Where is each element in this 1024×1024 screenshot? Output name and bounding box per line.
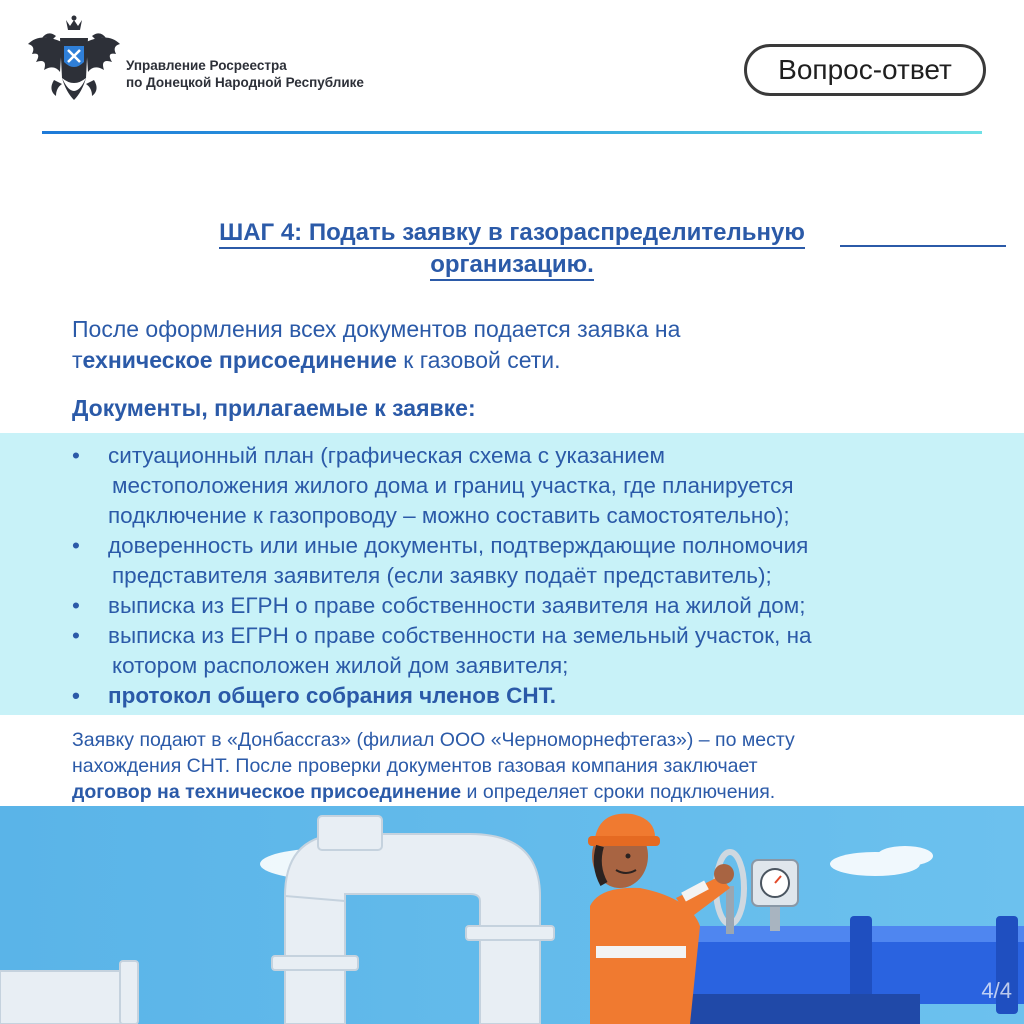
step-title-line1: ШАГ 4: Подать заявку в газораспределительную xyxy=(219,219,805,249)
footer-bold-term: договор на техническое присоединение xyxy=(72,781,462,803)
list-item-continuation xyxy=(72,471,1002,501)
footer-line1: Заявку подают в «Донбассгаз» (филиал ООО «Черноморнефтегаз») – по месту xyxy=(72,729,795,751)
page-number: 4/4 xyxy=(981,978,1012,1003)
documents-list xyxy=(72,441,1002,711)
list-item xyxy=(72,681,1002,711)
list-item-text: доверенность или иные документы, подтверждающие полномочия xyxy=(108,533,809,558)
intro-bold-term: ехническое присоединение xyxy=(82,347,397,373)
bullet-icon: • xyxy=(72,593,80,618)
list-item-text: ситуационный план (графическая схема с указанием xyxy=(108,443,665,468)
organization-name-line2: по Донецкой Народной Республике xyxy=(126,75,364,90)
gas-worker-illustration xyxy=(0,806,1024,1024)
footer-paragraph xyxy=(72,727,972,805)
step-title-line2: организацию. xyxy=(430,251,594,281)
list-item-text: котором расположен жилой дом заявителя; xyxy=(112,653,569,678)
header xyxy=(0,0,1024,140)
bullet-icon: • xyxy=(72,623,80,648)
step-title xyxy=(0,217,1024,281)
list-item xyxy=(72,441,1002,471)
title-underline-tail xyxy=(840,245,1006,247)
intro-letter: т xyxy=(72,347,83,373)
header-divider xyxy=(42,131,982,134)
bullet-icon: • xyxy=(72,443,80,468)
list-item xyxy=(72,591,1002,621)
bullet-icon: • xyxy=(72,683,80,708)
list-item xyxy=(72,531,1002,561)
list-item-text: подключение к газопроводу – можно составить самостоятельно); xyxy=(108,503,790,528)
list-item-text: протокол общего собрания членов СНТ. xyxy=(108,683,557,708)
organization-name xyxy=(126,57,364,91)
footer-line2: нахождения СНТ. После проверки документов газовая компания заключает xyxy=(72,755,758,777)
qa-badge: Вопрос-ответ xyxy=(744,44,986,96)
list-item-text: представителя заявителя (если заявку подаёт представитель); xyxy=(112,563,772,588)
intro-line2-rest: к газовой сети. xyxy=(396,347,561,373)
list-item-text: выписка из ЕГРН о праве собственности заявителя на жилой дом; xyxy=(108,593,806,618)
list-item-text: местоположения жилого дома и границ участка, где планируется xyxy=(112,473,794,498)
list-item-continuation xyxy=(72,561,1002,591)
list-item-continuation xyxy=(72,501,1002,531)
list-item-text: выписка из ЕГРН о праве собственности на земельный участок, на xyxy=(108,623,812,648)
intro-line1: После оформления всех документов подается заявка на xyxy=(72,316,681,342)
bullet-icon: • xyxy=(72,533,80,558)
footer-line3-rest: и определяет сроки подключения. xyxy=(461,781,776,803)
organization-name-line1: Управление Росреестра xyxy=(126,58,287,73)
intro-paragraph xyxy=(72,314,972,376)
list-item-continuation xyxy=(72,651,1002,681)
double-headed-eagle-emblem-icon xyxy=(26,14,122,110)
list-item xyxy=(72,621,1002,651)
documents-heading: Документы, прилагаемые к заявке: xyxy=(72,395,476,421)
